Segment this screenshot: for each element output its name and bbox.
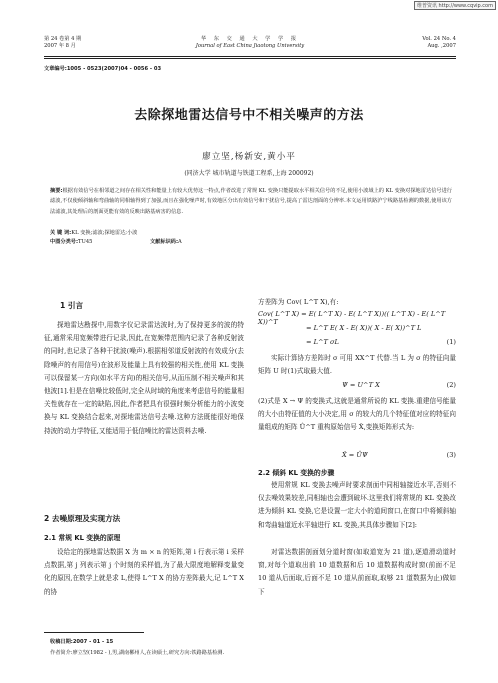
- journal-name: [150, 36, 350, 50]
- equation-1-line-3: = L^T σL: [306, 338, 339, 346]
- issue-date: 2007 年 8 月: [44, 43, 76, 50]
- cov-intro: 方差阵为 Cov( L^T X),有:: [258, 298, 339, 306]
- volume-en: Vol. 24 No. 4: [422, 36, 456, 42]
- section-1-text: 探地雷达勘探中,用数字仪记录雷达波时,为了保持更多的波的特征,通常采用宽频带进行记录,因此,在宽频带范围内记录了各种反射波的同时,也记录了各种干扰波(噪声).根据相邻道反射波的有效成分(去除噪声的有用信号)在波形及能量上具有较强的相关性,使用 KL 变换可以保留某一方向(如水平方向)的相关信号,从而压制不相关噪声和其他波[1].但是在信噪比较低时,完全从时域的角度来考虑信号的能量相关性就存在一定的缺陷,因此,作者把具有很强时频分析能力的小波变换与 KL 变换结合起来,对探地雷达信号去噪.这种方法既能很好地保持波的动力学特征,又能适用于低信噪比的雷达资料去噪.: [44, 321, 244, 435]
- section-2-2-heading: 2.2 倾斜 KL 变换的步骤: [258, 469, 335, 477]
- equation-1-line-2: = L^T E( X - E( X))( X - E( X))^T L: [306, 324, 422, 332]
- doc-code-label: 文献标识码:: [150, 239, 179, 245]
- section-1-heading: 1 引言: [60, 301, 84, 310]
- watermark: 维普资讯 http://www.cqvip.com: [414, 1, 496, 10]
- doc-code-value: A: [178, 239, 182, 245]
- equation-1-line-1: Cov( L^T X) = E( L^T X) - E( L^T X))(( L^T X) - E( L^T X))^T: [258, 310, 446, 326]
- clc-label: 中图分类号:: [50, 239, 79, 245]
- clc-value: TU45: [78, 239, 93, 245]
- paragraph-2: (2)式是 X → Ψ 的变换式,这就是通常所说的 KL 变换.重建信号能量的大小由特征值的大小决定,用 σ 的较大的几个特征值对应的特征向量组成的矩阵 Û^T 重构原始信号 X̂,变换矩阵形式为:: [258, 397, 456, 432]
- paragraph-1: 实际计算协方差阵时 σ 可用 XX^T 代替.当 L 为 σ 的特征向量矩阵 U 时(1)式取最大值.: [258, 354, 456, 376]
- header-rule: [44, 56, 456, 57]
- abstract-text: 根据有效信号在相邻道之间存在相关性和能量上有较大优势这一特点,作者改进了常规 KL 变换只能提取水平相关信号的不足,使用小波域上的 KL 变换对探地雷达信号进行滤波,不仅使倾斜轴和弯曲轴的同相轴得到了加强,而且在强化噪声时,有效地区分出有效信号和干扰信号,提高了雷达剖面的分辨率.本文运用铁路沪宁线路基检测的数据,使用该方法滤波,其处理后的剖面更能有效的反映出路基病害的信息.: [50, 188, 452, 215]
- right-column: [258, 296, 456, 626]
- section-2-heading: 2 去噪原理及实现方法: [44, 514, 121, 523]
- keywords-text: KL 变换;滤波;探地雷达;小波: [71, 230, 138, 236]
- document-code: [150, 239, 182, 246]
- section-2-1-heading: 2.1 常规 KL 变换的原理: [44, 534, 121, 542]
- keywords: [50, 228, 137, 238]
- equation-3-number: (3): [446, 451, 456, 459]
- header-rule-thin: [44, 58, 456, 59]
- date-en: Aug. ,2007: [427, 43, 456, 50]
- section-2-1-text: 设给定的探地雷达数据 X 为 m × n 的矩阵,第 i 行表示第 i 采样点数据,第 j 列表示第 j 个时刻的采样值,为了最大限度地解释变量变化的原因,在数学上就是求 L,使得 L^T X 的协方差阵最大,记 L^T X 的协: [44, 548, 244, 596]
- left-column: [44, 300, 244, 600]
- abstract: [50, 186, 452, 217]
- received-date: 收稿日期:2007 - 01 - 15: [50, 639, 114, 645]
- equation-3: X̂ = ÛΨ: [342, 451, 368, 459]
- equation-2-number: (2): [446, 381, 456, 389]
- paper-authors: 廖立坚,杨新安,黄小平: [202, 152, 296, 162]
- journal-name-cn: 华 东 交 通 大 学 学 报: [200, 36, 300, 42]
- abstract-label: 摘要:: [50, 188, 63, 194]
- issue-info: [44, 36, 81, 50]
- keywords-label: 关 键 词:: [50, 230, 72, 236]
- article-number: 文章编号:1005 - 0523(2007)04 - 0056 - 03: [44, 66, 162, 72]
- footnote: [50, 637, 450, 658]
- issue-info-en: [422, 36, 456, 50]
- equation-2: Ψ = U^T X: [342, 381, 380, 389]
- classification: [50, 239, 92, 246]
- paper-title: 去除探地雷达信号中不相关噪声的方法: [134, 108, 364, 123]
- equation-1-number: (1): [446, 338, 456, 346]
- author-bio: 作者简介:廖立坚(1982 - ),男,湖南郴州人,在读硕士,研究方向:铁路路基检测.: [50, 649, 225, 656]
- issue-volume: 第 24 卷第 4 期: [44, 36, 82, 42]
- footnote-rule: [44, 632, 144, 633]
- section-2-2-text: 使用常规 KL 变换去噪声时要求剖面中同相轴接近水平,否则不仅去噪效果较差,同相轴也会遭到破坏.这里我们将常规的 KL 变换改进为倾斜 KL 变换,它是设置一定大小的道间窗口,在窗口中将倾斜轴和弯曲轴道近水平轴进行 KL 变换,其具体步骤如下[2]:: [258, 481, 456, 529]
- paper-affiliation: (同济大学 城市轨道与铁道工程系,上海 200092): [184, 170, 314, 177]
- section-2-2-text-2: 对雷达数据剖面划分道时窗(如取道宽为 21 道),逐道滑动道时窗,对每个道取出前 10 道数据和后 10 道数据构成时窗(前面不足 10 道从后面取,后面不足 10 道从前面取,取够 21 道数据为止)做如下: [258, 548, 456, 596]
- journal-name-en: Journal of East China Jiaotong University: [195, 43, 305, 50]
